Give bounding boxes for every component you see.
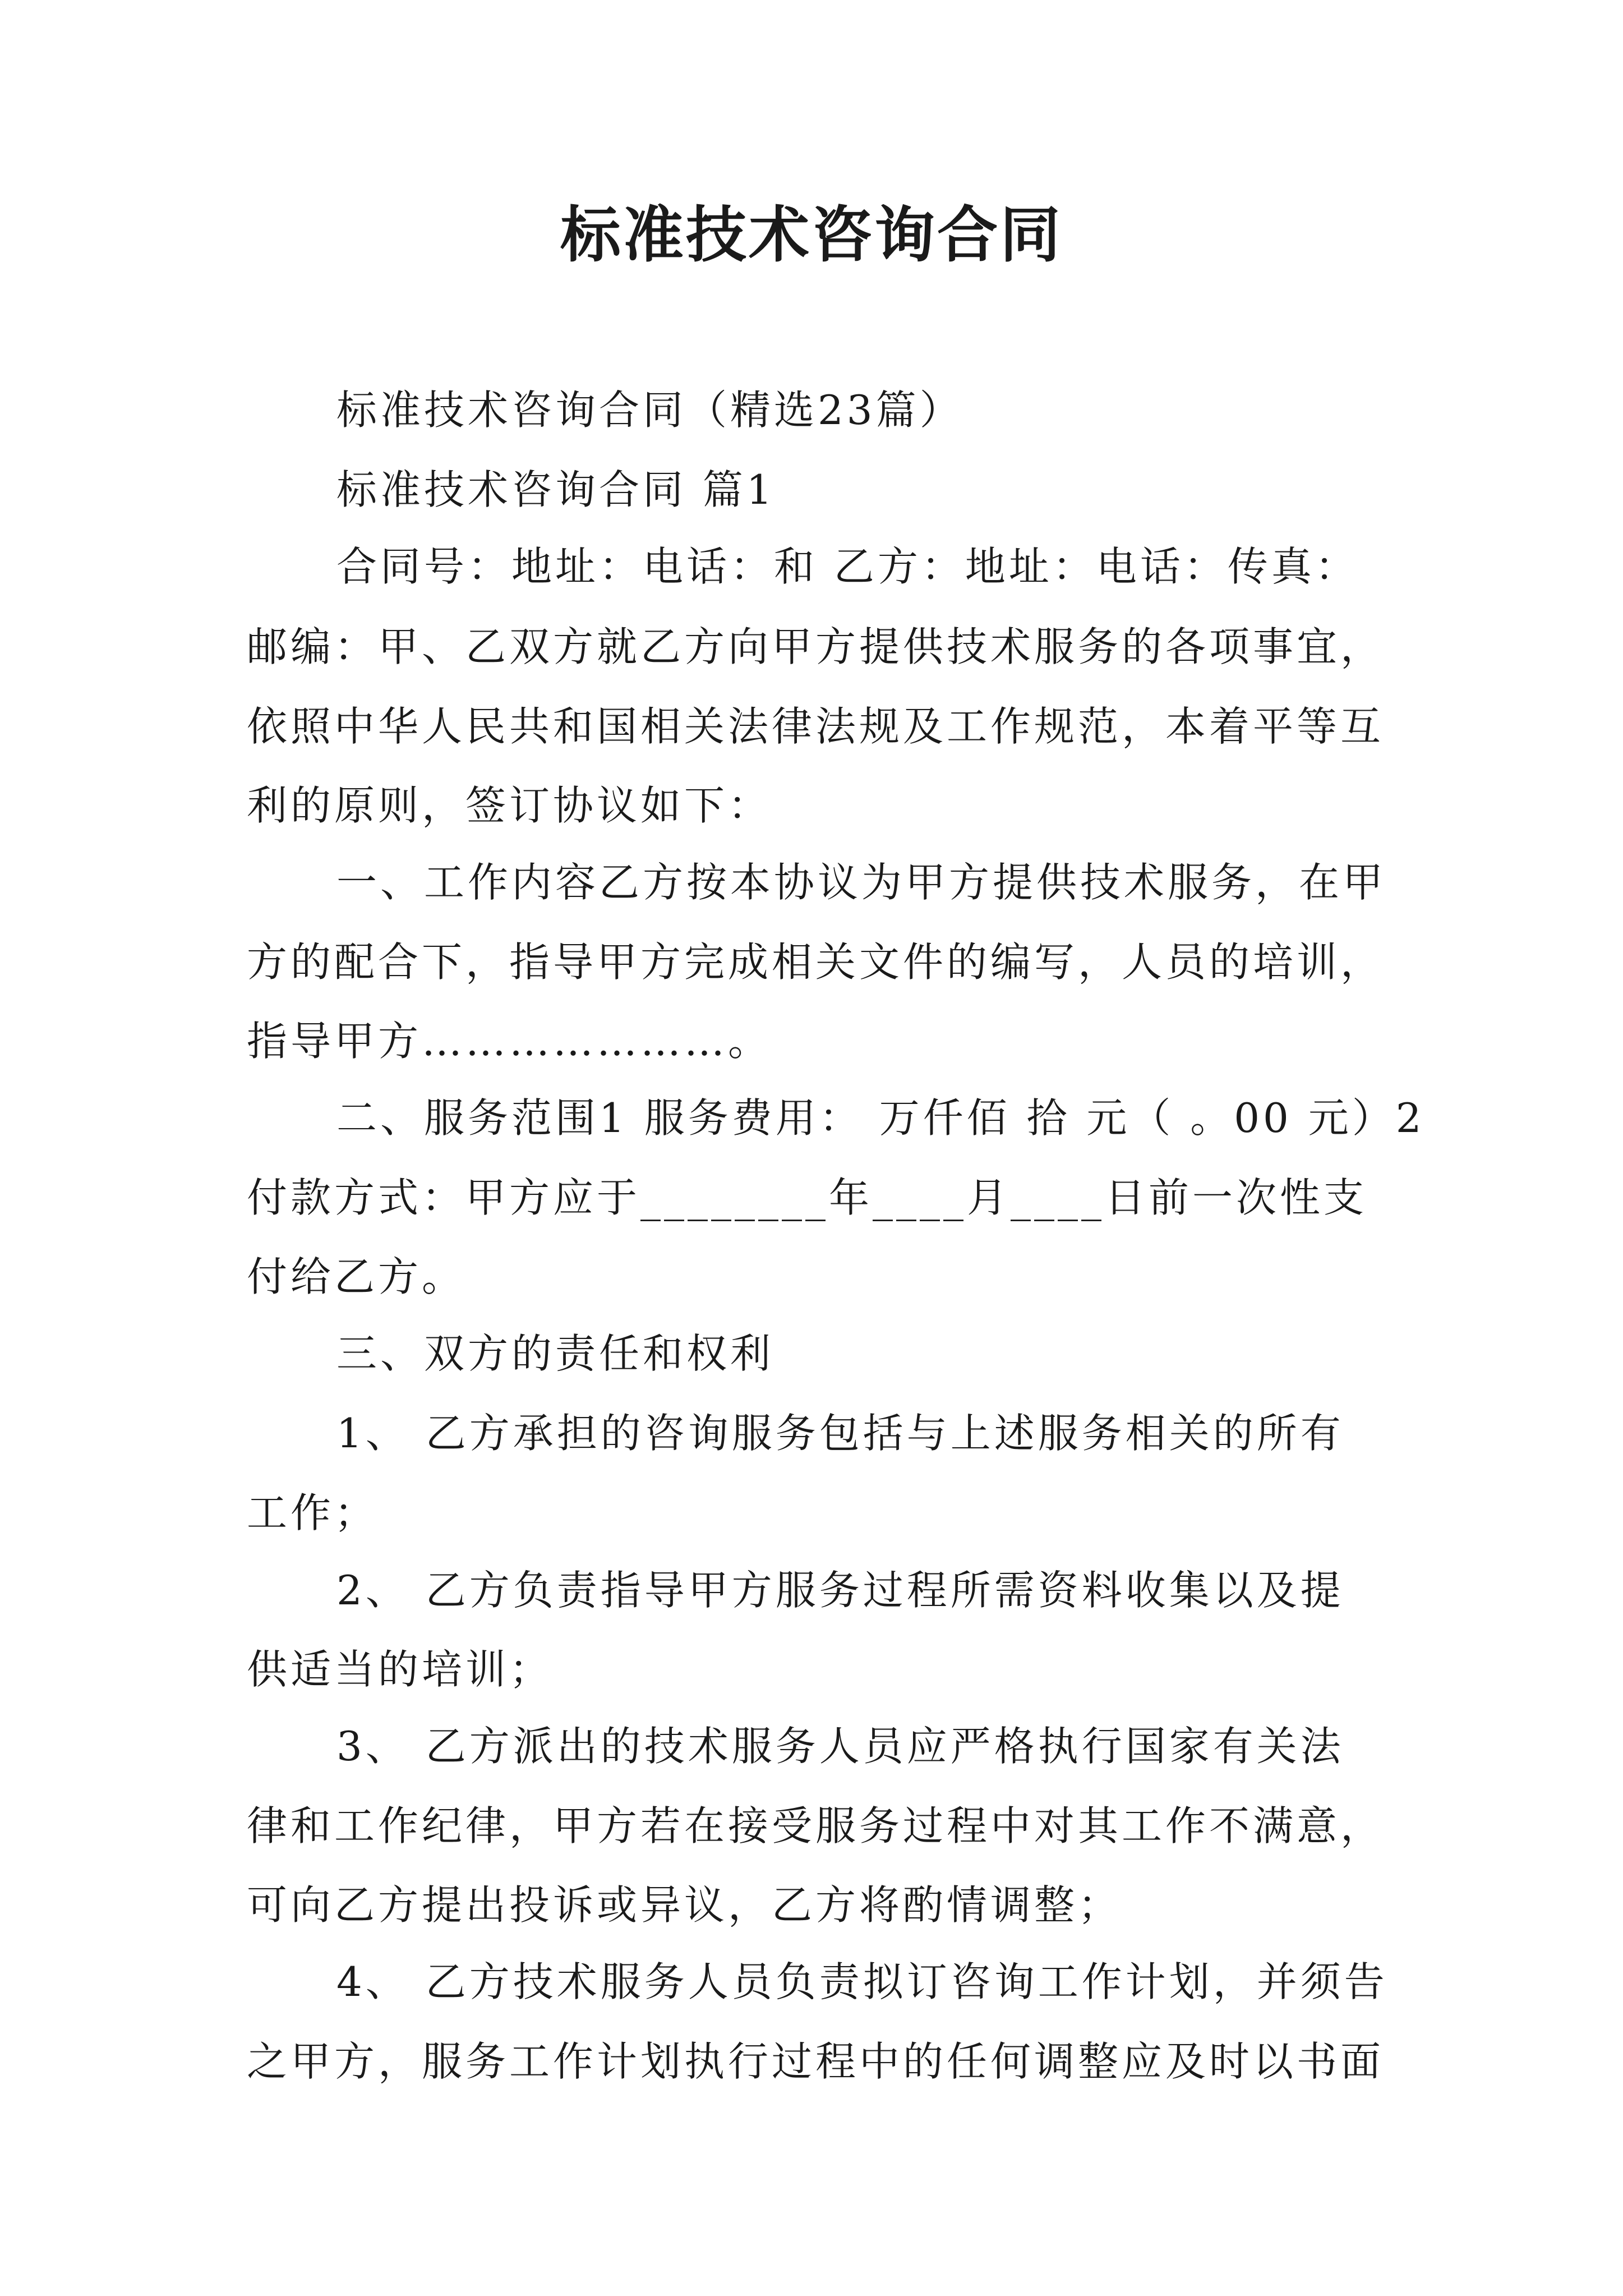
paragraph-line: 可向乙方提出投诉或异议，乙方将酌情调整；	[247, 1881, 1122, 1929]
paragraph-line: 2、 乙方负责指导甲方服务过程所需资料收集以及提	[336, 1567, 1344, 1614]
paragraph-line: 供适当的培训；	[247, 1646, 554, 1693]
section-heading: 三、双方的责任和权利	[336, 1330, 774, 1377]
paragraph-line: 方的配合下，指导甲方完成相关文件的编写，人员的培训，	[247, 938, 1385, 986]
paragraph-line: 合同号：地址：电话：和 乙方：地址：电话：传真：	[336, 543, 1359, 590]
doc-subtitle: 标准技术咨询合同（精选23篇）	[336, 386, 963, 434]
paragraph-line: 邮编：甲、乙双方就乙方向甲方提供技术服务的各项事宜，	[247, 623, 1385, 670]
paragraph-line: 3、 乙方派出的技术服务人员应严格执行国家有关法	[336, 1723, 1344, 1770]
paragraph-line: 指导甲方…………………。	[247, 1018, 772, 1065]
paragraph-line: 付给乙方。	[247, 1253, 466, 1300]
section-heading: 标准技术咨询合同 篇1	[336, 466, 776, 513]
paragraph-line: 二、服务范围1 服务费用： 万仟佰 拾 元（ 。00 元）2	[336, 1094, 1425, 1142]
paragraph-line: 之甲方，服务工作计划执行过程中的任何调整应及时以书面	[247, 2038, 1385, 2085]
paragraph-line: 工作；	[247, 1489, 379, 1536]
paragraph-line: 律和工作纪律，甲方若在接受服务过程中对其工作不满意，	[247, 1802, 1385, 1849]
paragraph-line: 4、 乙方技术服务人员负责拟订咨询工作计划，并须告	[336, 1958, 1388, 2005]
paragraph-line: 利的原则，签订协议如下：	[247, 782, 772, 829]
paragraph-line: 1、 乙方承担的咨询服务包括与上述服务相关的所有	[336, 1410, 1344, 1457]
paragraph-line: 付款方式：甲方应于________年____月____日前一次性支	[247, 1174, 1368, 1221]
document-title: 标准技术咨询合同	[560, 200, 1063, 270]
paragraph-line: 一、工作内容乙方按本协议为甲方提供技术服务，在甲	[336, 859, 1387, 906]
paragraph-line: 依照中华人民共和国相关法律法规及工作规范，本着平等互	[247, 703, 1385, 750]
